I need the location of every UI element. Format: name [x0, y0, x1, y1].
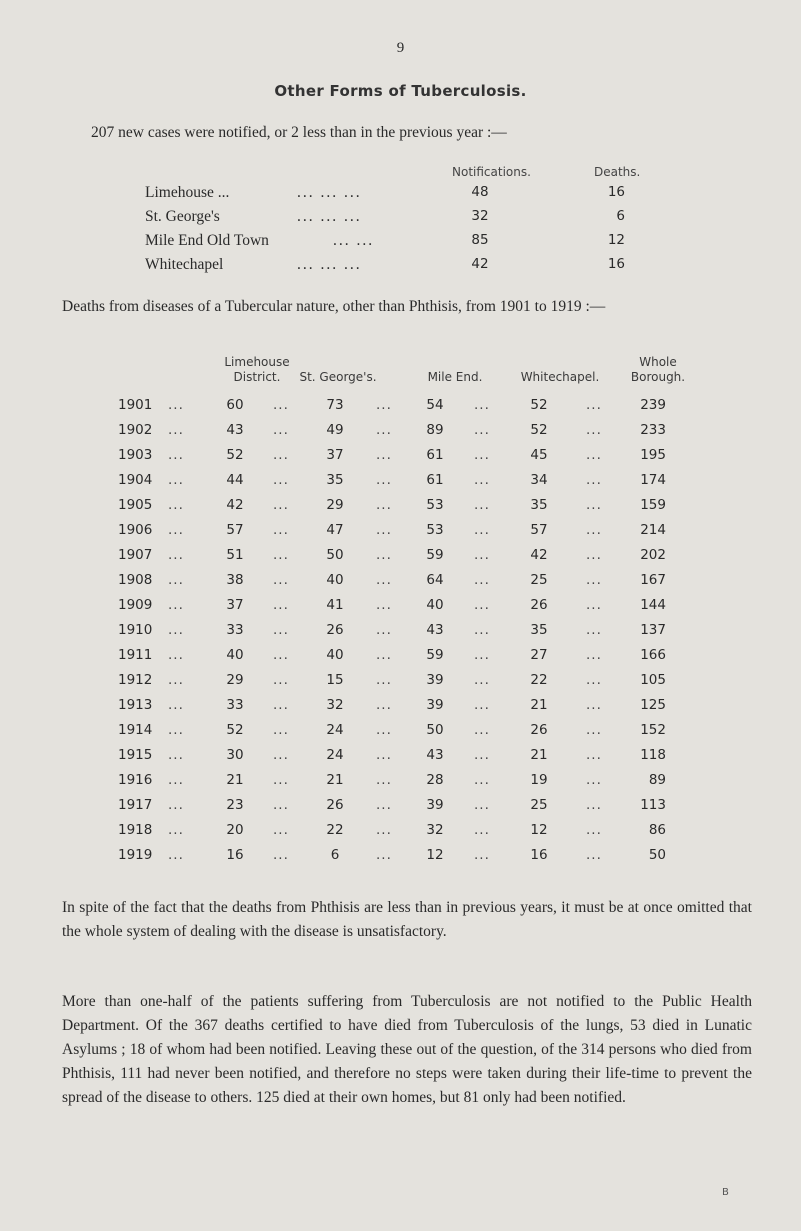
table-row — [0, 472, 801, 497]
year-cell: 1916 — [118, 772, 153, 788]
st-georges-cell: 15 — [326, 672, 344, 688]
st-georges-cell: 49 — [326, 422, 344, 438]
leader-dots: ... — [273, 447, 289, 463]
table-row — [0, 847, 801, 872]
st-georges-cell: 24 — [326, 722, 344, 738]
leader-dots: ... ... ... — [297, 208, 362, 225]
mile-end-cell: 61 — [426, 447, 444, 463]
year-cell: 1906 — [118, 522, 153, 538]
mile-end-cell: 89 — [426, 422, 444, 438]
leader-dots: ... — [586, 772, 602, 788]
leader-dots: ... — [586, 722, 602, 738]
st-georges-cell: 40 — [326, 647, 344, 663]
st-georges-cell: 26 — [326, 622, 344, 638]
leader-dots: ... — [376, 797, 392, 813]
leader-dots: ... — [376, 597, 392, 613]
st-georges-cell: 50 — [326, 547, 344, 563]
table-row — [0, 672, 801, 697]
st-georges-cell: 24 — [326, 747, 344, 763]
leader-dots: ... — [586, 597, 602, 613]
whole-borough-cell: 195 — [640, 447, 666, 463]
st-georges-cell: 41 — [326, 597, 344, 613]
whole-borough-cell: 50 — [648, 847, 666, 863]
leader-dots: ... — [586, 547, 602, 563]
limehouse-cell: 20 — [226, 822, 244, 838]
leader-dots: ... — [168, 547, 184, 563]
year-cell: 1907 — [118, 547, 153, 563]
limehouse-cell: 42 — [226, 497, 244, 513]
leader-dots: ... — [376, 672, 392, 688]
leader-dots: ... — [586, 747, 602, 763]
table-row — [0, 622, 801, 647]
limehouse-cell: 57 — [226, 522, 244, 538]
leader-dots: ... — [376, 747, 392, 763]
whitechapel-cell: 25 — [530, 572, 548, 588]
notification-row — [0, 208, 801, 232]
year-cell: 1903 — [118, 447, 153, 463]
district-name: St. George's — [145, 208, 220, 225]
whitechapel-cell: 35 — [530, 497, 548, 513]
col-header-mile-end: Mile End. — [427, 370, 483, 384]
st-georges-cell: 35 — [326, 472, 344, 488]
leader-dots: ... — [586, 447, 602, 463]
leader-dots: ... — [586, 847, 602, 863]
district-name: Limehouse ... — [145, 184, 230, 201]
leader-dots: ... — [168, 847, 184, 863]
leader-dots: ... — [376, 847, 392, 863]
leader-dots: ... — [376, 572, 392, 588]
leader-dots: ... — [376, 697, 392, 713]
notification-count: 32 — [471, 208, 489, 224]
year-cell: 1910 — [118, 622, 153, 638]
whitechapel-cell: 19 — [530, 772, 548, 788]
leader-dots: ... — [168, 422, 184, 438]
whole-borough-cell: 125 — [640, 697, 666, 713]
limehouse-cell: 52 — [226, 447, 244, 463]
paragraph-notification: More than one-half of the patients suffering from Tuberculosis are not notified to the Public Health Department. Of the 367 deaths certified to have died from Tuberculosis of the lungs, 53 died in Lunatic Asylums ; 18 of whom had been notified. Leaving these out of the question, of the 314 persons who died from Phthisis, 111 had never been notified, and therefore no steps were taken during their life-time to prevent the spread of the disease to others. 125 died at their own homes, but 81 only had been notified. — [62, 993, 752, 1106]
whole-borough-cell: 159 — [640, 497, 666, 513]
whole-borough-cell: 144 — [640, 597, 666, 613]
whitechapel-cell: 26 — [530, 597, 548, 613]
leader-dots: ... — [273, 547, 289, 563]
leader-dots: ... — [586, 397, 602, 413]
leader-dots: ... — [273, 747, 289, 763]
table-row — [0, 772, 801, 797]
mile-end-cell: 39 — [426, 672, 444, 688]
whole-borough-cell: 152 — [640, 722, 666, 738]
leader-dots: ... — [474, 697, 490, 713]
st-georges-cell: 73 — [326, 397, 344, 413]
leader-dots: ... — [474, 622, 490, 638]
col-header-limehouse-line1: Limehouse — [224, 355, 290, 369]
leader-dots: ... — [586, 697, 602, 713]
year-cell: 1915 — [118, 747, 153, 763]
leader-dots: ... — [474, 522, 490, 538]
whole-borough-cell: 167 — [640, 572, 666, 588]
st-georges-cell: 47 — [326, 522, 344, 538]
leader-dots: ... — [474, 497, 490, 513]
leader-dots: ... — [586, 622, 602, 638]
leader-dots: ... — [586, 522, 602, 538]
notification-count: 42 — [471, 256, 489, 272]
whole-borough-cell: 166 — [640, 647, 666, 663]
year-cell: 1904 — [118, 472, 153, 488]
leader-dots: ... — [474, 597, 490, 613]
whole-borough-cell: 137 — [640, 622, 666, 638]
st-georges-cell: 37 — [326, 447, 344, 463]
leader-dots: ... — [376, 397, 392, 413]
notification-count: 85 — [471, 232, 489, 248]
year-cell: 1913 — [118, 697, 153, 713]
mile-end-cell: 12 — [426, 847, 444, 863]
leader-dots: ... — [273, 797, 289, 813]
limehouse-cell: 44 — [226, 472, 244, 488]
st-georges-cell: 22 — [326, 822, 344, 838]
whole-borough-cell: 105 — [640, 672, 666, 688]
mile-end-cell: 53 — [426, 522, 444, 538]
leader-dots: ... — [474, 472, 490, 488]
mile-end-cell: 50 — [426, 722, 444, 738]
whitechapel-cell: 22 — [530, 672, 548, 688]
year-cell: 1902 — [118, 422, 153, 438]
mile-end-cell: 59 — [426, 647, 444, 663]
st-georges-cell: 40 — [326, 572, 344, 588]
table-row — [0, 747, 801, 772]
year-cell: 1912 — [118, 672, 153, 688]
limehouse-cell: 43 — [226, 422, 244, 438]
leader-dots: ... — [168, 772, 184, 788]
col-header-limehouse-line2: District. — [233, 370, 281, 384]
whitechapel-cell: 42 — [530, 547, 548, 563]
leader-dots: ... — [273, 497, 289, 513]
leader-dots: ... — [376, 472, 392, 488]
whitechapel-cell: 21 — [530, 747, 548, 763]
page-number: 9 — [396, 40, 405, 56]
limehouse-cell: 52 — [226, 722, 244, 738]
death-count: 16 — [607, 184, 625, 200]
col-header-st-georges: St. George's. — [299, 370, 377, 384]
limehouse-cell: 38 — [226, 572, 244, 588]
year-cell: 1918 — [118, 822, 153, 838]
leader-dots: ... — [273, 422, 289, 438]
leader-dots: ... — [586, 797, 602, 813]
whitechapel-cell: 26 — [530, 722, 548, 738]
notifications-header: Notifications. — [452, 165, 531, 179]
st-georges-cell: 32 — [326, 697, 344, 713]
whitechapel-cell: 45 — [530, 447, 548, 463]
leader-dots: ... — [273, 772, 289, 788]
death-count: 12 — [607, 232, 625, 248]
st-georges-cell: 6 — [330, 847, 340, 863]
notification-row — [0, 232, 801, 256]
limehouse-cell: 23 — [226, 797, 244, 813]
leader-dots: ... — [376, 647, 392, 663]
leader-dots: ... — [168, 672, 184, 688]
table-row — [0, 547, 801, 572]
whitechapel-cell: 35 — [530, 622, 548, 638]
leader-dots: ... — [168, 647, 184, 663]
table-row — [0, 572, 801, 597]
paragraph-unsatisfactory: In spite of the fact that the deaths from Phthisis are less than in previous years, it must be at once omitted that the whole system of dealing with the disease is unsatisfactory. — [62, 899, 752, 940]
deaths-intro-paragraph: Deaths from diseases of a Tubercular nature, other than Phthisis, from 1901 to 1919 :— — [62, 298, 606, 315]
leader-dots: ... — [376, 447, 392, 463]
leader-dots: ... — [168, 597, 184, 613]
leader-dots: ... — [273, 397, 289, 413]
table-row — [0, 447, 801, 472]
whole-borough-cell: 118 — [640, 747, 666, 763]
leader-dots: ... — [168, 797, 184, 813]
table-row — [0, 797, 801, 822]
col-header-whole-borough — [622, 355, 694, 385]
intro-paragraph: 207 new cases were notified, or 2 less than in the previous year :— — [91, 124, 507, 141]
leader-dots: ... — [474, 797, 490, 813]
leader-dots: ... — [474, 647, 490, 663]
leader-dots: ... — [586, 672, 602, 688]
district-name: Mile End Old Town — [145, 232, 269, 249]
limehouse-cell: 33 — [226, 697, 244, 713]
mile-end-cell: 39 — [426, 797, 444, 813]
table-row — [0, 822, 801, 847]
table-row — [0, 497, 801, 522]
table-row — [0, 647, 801, 672]
mile-end-cell: 43 — [426, 622, 444, 638]
signature-mark: B — [722, 1187, 729, 1198]
whitechapel-cell: 21 — [530, 697, 548, 713]
limehouse-cell: 37 — [226, 597, 244, 613]
leader-dots: ... — [273, 822, 289, 838]
limehouse-cell: 16 — [226, 847, 244, 863]
leader-dots: ... — [474, 397, 490, 413]
table-row — [0, 522, 801, 547]
mile-end-cell: 39 — [426, 697, 444, 713]
leader-dots: ... — [586, 572, 602, 588]
death-count: 6 — [616, 208, 625, 224]
leader-dots: ... — [474, 672, 490, 688]
district-name: Whitechapel — [145, 256, 224, 273]
whole-borough-cell: 89 — [648, 772, 666, 788]
table-row — [0, 397, 801, 422]
mile-end-cell: 28 — [426, 772, 444, 788]
leader-dots: ... — [273, 622, 289, 638]
notification-count: 48 — [471, 184, 489, 200]
leader-dots: ... — [376, 497, 392, 513]
st-georges-cell: 29 — [326, 497, 344, 513]
table-row — [0, 597, 801, 622]
year-cell: 1917 — [118, 797, 153, 813]
leader-dots: ... — [168, 822, 184, 838]
year-cell: 1908 — [118, 572, 153, 588]
leader-dots: ... — [273, 647, 289, 663]
limehouse-cell: 21 — [226, 772, 244, 788]
leader-dots: ... — [474, 447, 490, 463]
whole-borough-cell: 113 — [640, 797, 666, 813]
leader-dots: ... — [273, 572, 289, 588]
leader-dots: ... ... ... — [297, 256, 362, 273]
whitechapel-cell: 27 — [530, 647, 548, 663]
col-header-whole-line1: Whole — [639, 355, 677, 369]
leader-dots: ... — [376, 772, 392, 788]
st-georges-cell: 26 — [326, 797, 344, 813]
leader-dots: ... — [376, 722, 392, 738]
leader-dots: ... — [474, 747, 490, 763]
limehouse-cell: 60 — [226, 397, 244, 413]
whitechapel-cell: 34 — [530, 472, 548, 488]
mile-end-cell: 53 — [426, 497, 444, 513]
leader-dots: ... — [168, 447, 184, 463]
whitechapel-cell: 25 — [530, 797, 548, 813]
leader-dots: ... — [474, 422, 490, 438]
leader-dots: ... — [474, 572, 490, 588]
leader-dots: ... — [376, 622, 392, 638]
limehouse-cell: 29 — [226, 672, 244, 688]
mile-end-cell: 32 — [426, 822, 444, 838]
mile-end-cell: 64 — [426, 572, 444, 588]
leader-dots: ... — [376, 547, 392, 563]
leader-dots: ... — [168, 572, 184, 588]
leader-dots: ... — [273, 847, 289, 863]
leader-dots: ... — [273, 472, 289, 488]
leader-dots: ... — [586, 472, 602, 488]
leader-dots: ... — [376, 422, 392, 438]
leader-dots: ... — [168, 622, 184, 638]
leader-dots: ... — [273, 697, 289, 713]
whole-borough-cell: 86 — [648, 822, 666, 838]
table-row — [0, 697, 801, 722]
leader-dots: ... — [168, 522, 184, 538]
whitechapel-cell: 52 — [530, 422, 548, 438]
leader-dots: ... — [168, 722, 184, 738]
year-cell: 1909 — [118, 597, 153, 613]
leader-dots: ... — [376, 522, 392, 538]
whole-borough-cell: 174 — [640, 472, 666, 488]
year-cell: 1905 — [118, 497, 153, 513]
leader-dots: ... ... — [333, 232, 375, 249]
leader-dots: ... — [168, 497, 184, 513]
leader-dots: ... — [168, 472, 184, 488]
leader-dots: ... — [474, 847, 490, 863]
whitechapel-cell: 52 — [530, 397, 548, 413]
leader-dots: ... — [273, 522, 289, 538]
limehouse-cell: 51 — [226, 547, 244, 563]
whole-borough-cell: 239 — [640, 397, 666, 413]
leader-dots: ... — [168, 697, 184, 713]
year-cell: 1901 — [118, 397, 153, 413]
whole-borough-cell: 214 — [640, 522, 666, 538]
mile-end-cell: 59 — [426, 547, 444, 563]
col-header-whitechapel: Whitechapel. — [520, 370, 600, 384]
leader-dots: ... — [273, 597, 289, 613]
limehouse-cell: 40 — [226, 647, 244, 663]
leader-dots: ... — [474, 822, 490, 838]
mile-end-cell: 61 — [426, 472, 444, 488]
leader-dots: ... — [586, 822, 602, 838]
year-cell: 1919 — [118, 847, 153, 863]
year-cell: 1911 — [118, 647, 153, 663]
whitechapel-cell: 57 — [530, 522, 548, 538]
page-title: Other Forms of Tuberculosis. — [274, 82, 527, 100]
death-count: 16 — [607, 256, 625, 272]
leader-dots: ... — [474, 547, 490, 563]
leader-dots: ... — [474, 772, 490, 788]
year-cell: 1914 — [118, 722, 153, 738]
mile-end-cell: 54 — [426, 397, 444, 413]
leader-dots: ... — [474, 722, 490, 738]
leader-dots: ... — [586, 647, 602, 663]
whitechapel-cell: 16 — [530, 847, 548, 863]
limehouse-cell: 33 — [226, 622, 244, 638]
leader-dots: ... — [376, 822, 392, 838]
leader-dots: ... — [168, 747, 184, 763]
notification-row — [0, 256, 801, 280]
whitechapel-cell: 12 — [530, 822, 548, 838]
leader-dots: ... — [586, 422, 602, 438]
leader-dots: ... — [273, 672, 289, 688]
leader-dots: ... — [168, 397, 184, 413]
leader-dots: ... — [586, 497, 602, 513]
table-row — [0, 722, 801, 747]
mile-end-cell: 43 — [426, 747, 444, 763]
col-header-whole-line2: Borough. — [630, 370, 686, 384]
notification-row — [0, 184, 801, 208]
leader-dots: ... — [273, 722, 289, 738]
leader-dots: ... ... ... — [297, 184, 362, 201]
whole-borough-cell: 233 — [640, 422, 666, 438]
table-row — [0, 422, 801, 447]
st-georges-cell: 21 — [326, 772, 344, 788]
deaths-header: Deaths. — [594, 165, 641, 179]
limehouse-cell: 30 — [226, 747, 244, 763]
whole-borough-cell: 202 — [640, 547, 666, 563]
mile-end-cell: 40 — [426, 597, 444, 613]
